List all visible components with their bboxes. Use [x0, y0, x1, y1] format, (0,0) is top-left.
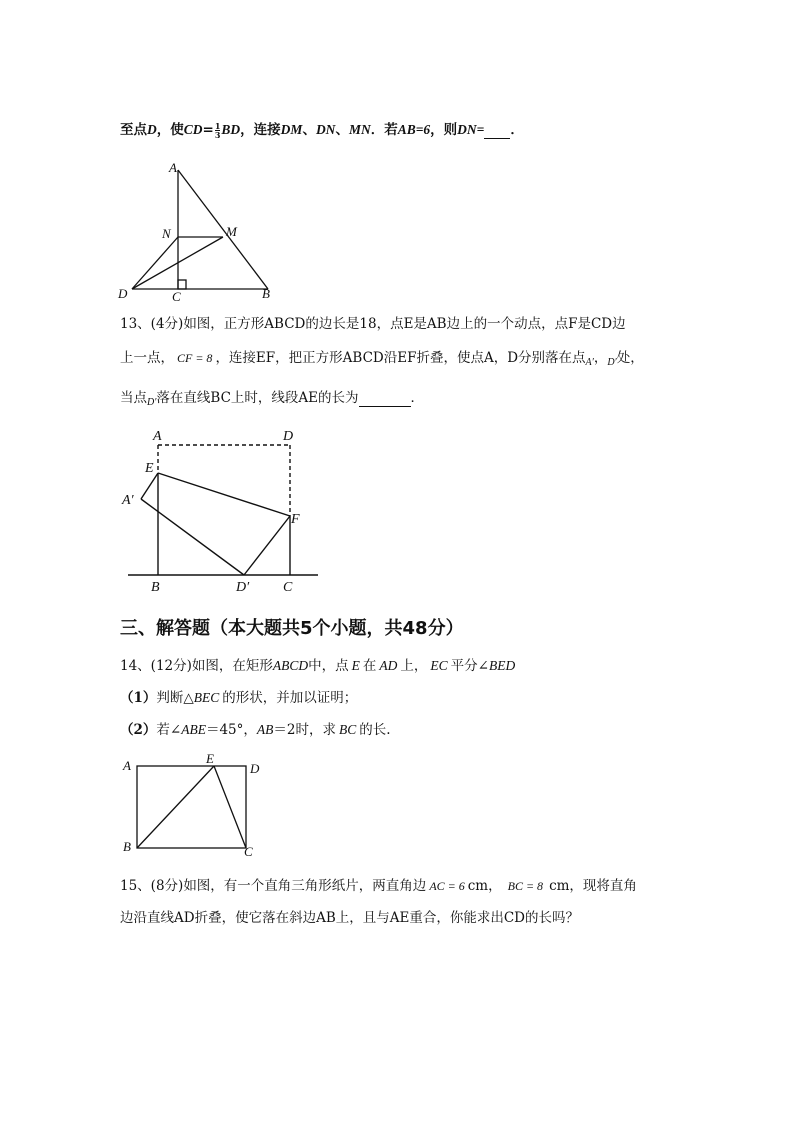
text: 如图，正方形ABCD的边长是18，点E是AB边上的一个动点，点F是CD边 [183, 316, 626, 332]
text: 、 [302, 122, 316, 138]
text: 如图，在矩形 [191, 658, 273, 674]
label-C: C [283, 580, 293, 595]
text: ， [593, 350, 608, 366]
label-D: D [283, 429, 294, 444]
text: = [202, 122, 214, 138]
label-F: F [291, 512, 300, 527]
text: 的形状，并加以证明； [222, 690, 358, 706]
figure-q12 [112, 158, 282, 303]
segment-D1F [244, 516, 290, 575]
text: 上一点， [120, 350, 174, 366]
frac-den: 3 [214, 130, 221, 140]
label-D: D [250, 761, 260, 776]
text: 处， [616, 350, 644, 366]
label-A-prime: A′ [122, 493, 134, 508]
text: 的长. [359, 722, 391, 738]
math-BC: BC = 8 [507, 879, 544, 893]
var-AD: AD [379, 658, 398, 673]
text: 中，点 [308, 658, 349, 674]
var-BED: BED [488, 658, 516, 673]
text: ，则 [430, 122, 458, 138]
text: ，使 [156, 122, 184, 138]
q14-line1 [120, 654, 515, 674]
right-angle-mark [178, 280, 186, 289]
text: 判断△ [156, 690, 194, 706]
label-E: E [145, 461, 154, 476]
question-number: 14、(12分) [120, 658, 192, 674]
var-AB: AB=6 [397, 122, 431, 137]
label-B: B [123, 839, 131, 854]
text: ，连接EF，把正方形ABCD沿EF折叠，使点A，D分别落在点 [215, 350, 586, 366]
math-D-prime: D′ [147, 397, 157, 408]
segment-AB [178, 170, 268, 289]
q15-line2: 边沿直线AD折叠，使它落在斜边AB上，且与AE重合，你能求出CD的长吗？ [120, 910, 579, 926]
label-A: A [169, 160, 177, 175]
label-E: E [206, 752, 214, 766]
text: cm，现将直角 [549, 878, 637, 894]
question-number: 15、(8分) [120, 878, 184, 894]
section-heading: 三、解答题（本大题共5个小题，共48分） [120, 618, 464, 639]
segment-EA1 [141, 473, 158, 499]
var-BC: BC [339, 722, 357, 737]
var-DN-eq: DN= [457, 122, 485, 137]
var-D: D [147, 122, 157, 137]
q13-line3 [120, 386, 424, 408]
label-C: C [172, 289, 181, 303]
figure-q14 [118, 752, 268, 862]
segment-A1D1 [141, 499, 244, 575]
var-CD: CD [183, 122, 203, 137]
var-DN: DN [315, 122, 336, 137]
text: 平分∠ [450, 658, 489, 674]
text: 、 [335, 122, 349, 138]
text: ＝2时，求 [273, 722, 336, 738]
text: 至点 [120, 122, 147, 138]
math-AC: AC = 6 [429, 879, 465, 893]
part-label: （2） [120, 722, 157, 738]
q13-line2 [120, 346, 644, 368]
q12-text-line [120, 118, 524, 139]
label-B: B [151, 580, 160, 595]
text: ＝45°， [205, 722, 257, 738]
answer-blank[interactable] [359, 390, 411, 407]
var-AB: AB [256, 722, 274, 737]
var-ABE: ABE [181, 722, 206, 737]
text: 若∠ [156, 722, 182, 738]
var-DM: DM [280, 122, 303, 137]
figure-q13 [118, 425, 328, 597]
math-CF: CF = 8 [177, 351, 213, 365]
var-MN: MN [348, 122, 371, 137]
math-D-prime: D′ [607, 357, 617, 368]
text: 当点 [120, 390, 147, 406]
text: 在 [362, 658, 377, 674]
text: ，连接 [240, 122, 281, 138]
text: ． [410, 390, 425, 406]
question-number: 13、(4分) [120, 316, 184, 332]
var-ABCD: ABCD [272, 658, 309, 673]
label-C: C [244, 844, 253, 859]
label-D-prime: D′ [236, 580, 250, 595]
var-BEC: BEC [193, 690, 220, 705]
label-B: B [262, 286, 270, 301]
segment-EF [158, 473, 290, 516]
math-A-prime: A′ [585, 357, 594, 368]
text: 如图，有一个直角三角形纸片，两直角边 [183, 878, 427, 894]
text: 上， [400, 658, 428, 674]
segment-EC [214, 766, 246, 848]
label-A: A [123, 758, 131, 773]
var-BD: BD [221, 122, 241, 137]
segment-DN [132, 237, 178, 289]
var-EC: EC [430, 658, 448, 673]
q13-line1 [120, 312, 626, 332]
q14-part2 [120, 718, 391, 738]
frac-num: 1 [214, 121, 221, 131]
part-label: （1） [120, 690, 157, 706]
text: ． [510, 122, 524, 138]
answer-blank[interactable] [484, 122, 510, 139]
label-M: M [226, 224, 237, 239]
label-D: D [118, 286, 128, 301]
var-E: E [351, 658, 360, 673]
label-A: A [153, 429, 162, 444]
text: 落在直线BC上时，线段AE的长为 [156, 390, 359, 406]
fraction-one-third [215, 122, 221, 139]
q14-part1 [120, 686, 357, 706]
text: ．若 [370, 122, 398, 138]
segment-BE [137, 766, 214, 848]
q15-line1 [120, 874, 637, 894]
text: cm， [467, 878, 502, 894]
label-N: N [162, 226, 171, 241]
